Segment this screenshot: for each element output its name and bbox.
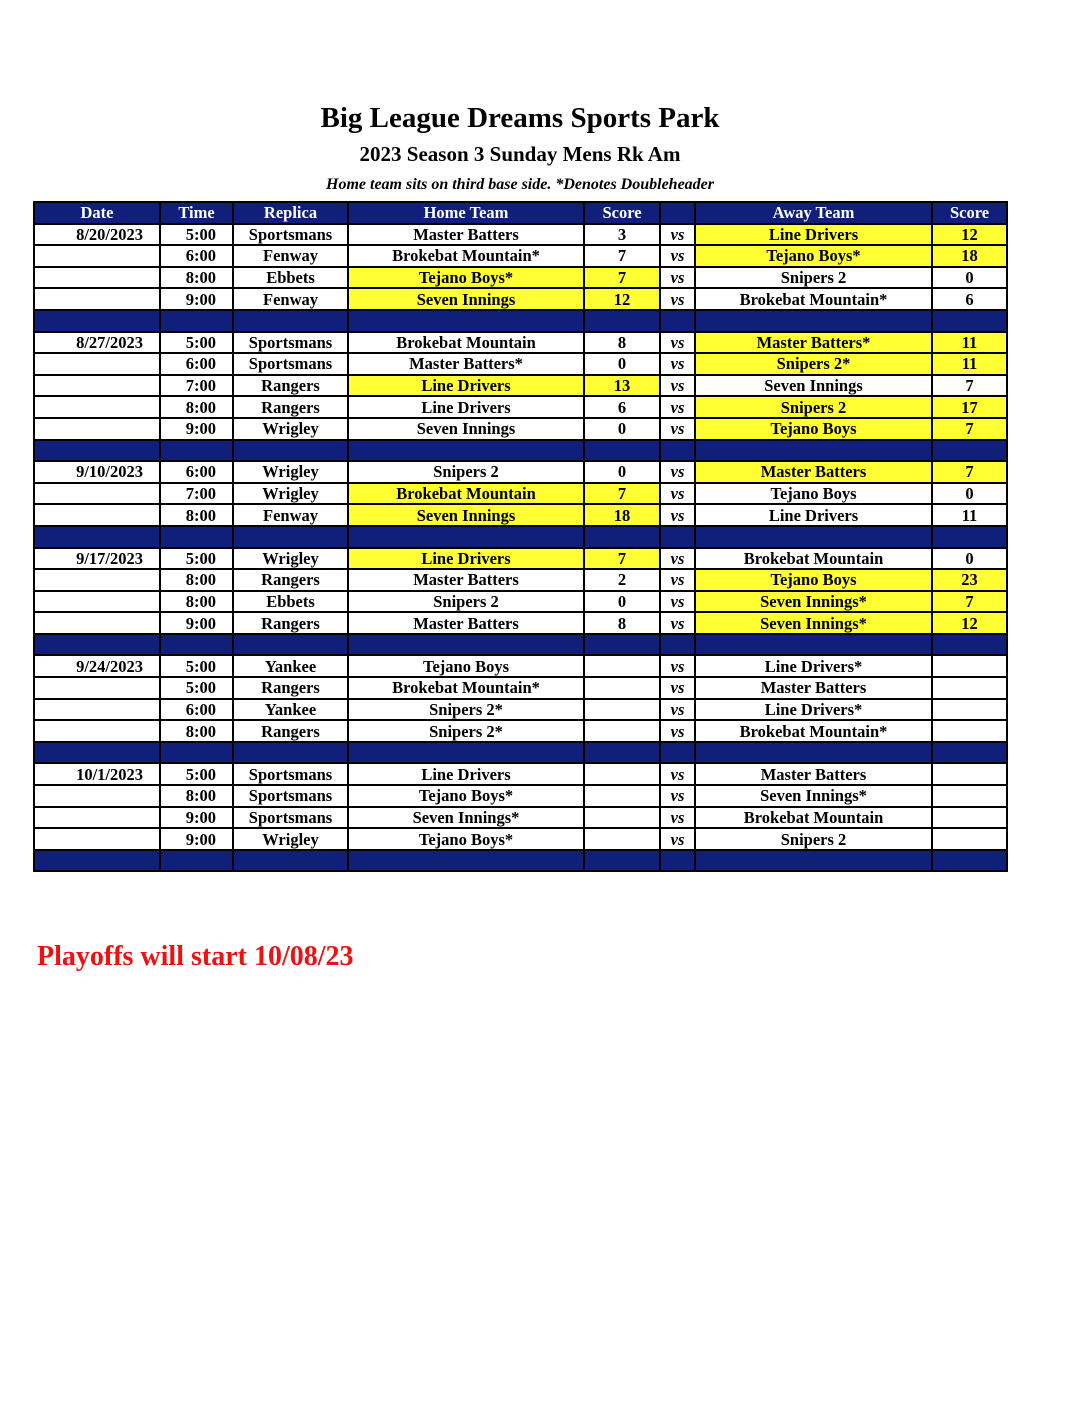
game-date (34, 504, 160, 526)
doubleheader-note: Home team sits on third base side. *Denotes Doubleheader (326, 176, 714, 193)
game-date (34, 288, 160, 310)
away-score: 12 (932, 612, 1007, 634)
game-row (34, 504, 1007, 526)
game-date: 8/20/2023 (34, 224, 160, 246)
vs-label: vs (660, 353, 695, 375)
away-score: 17 (932, 396, 1007, 418)
separator-cell (233, 850, 348, 872)
vs-label: vs (660, 332, 695, 354)
separator-cell (160, 634, 233, 656)
game-replica-field: Rangers (233, 677, 348, 699)
week-separator-row (34, 850, 1007, 872)
game-row (34, 267, 1007, 289)
column-header-home-team: Home Team (348, 202, 584, 224)
away-score: 6 (932, 288, 1007, 310)
game-row (34, 375, 1007, 397)
away-score: 12 (932, 224, 1007, 246)
home-team: Line Drivers (348, 548, 584, 570)
home-score: 0 (584, 353, 660, 375)
separator-cell (660, 634, 695, 656)
game-date (34, 785, 160, 807)
game-row (34, 548, 1007, 570)
home-score: 18 (584, 504, 660, 526)
home-score (584, 807, 660, 829)
game-time: 6:00 (160, 353, 233, 375)
page-title: Big League Dreams Sports Park (320, 102, 720, 134)
separator-cell (932, 526, 1007, 548)
away-team: Tejano Boys (695, 483, 932, 505)
game-time: 9:00 (160, 418, 233, 440)
away-team: Line Drivers* (695, 655, 932, 677)
away-team: Snipers 2 (695, 267, 932, 289)
game-row (34, 720, 1007, 742)
home-score: 2 (584, 569, 660, 591)
week-separator-row (34, 634, 1007, 656)
game-replica-field: Fenway (233, 288, 348, 310)
separator-cell (233, 440, 348, 462)
home-score: 0 (584, 418, 660, 440)
vs-label: vs (660, 720, 695, 742)
away-team: Brokebat Mountain (695, 548, 932, 570)
game-replica-field: Wrigley (233, 548, 348, 570)
separator-cell (584, 850, 660, 872)
away-score: 7 (932, 418, 1007, 440)
game-date (34, 828, 160, 850)
game-time: 8:00 (160, 267, 233, 289)
game-time: 8:00 (160, 396, 233, 418)
home-score (584, 720, 660, 742)
game-row (34, 396, 1007, 418)
game-replica-field: Rangers (233, 375, 348, 397)
column-header-home-score: Score (584, 202, 660, 224)
separator-cell (584, 310, 660, 332)
away-score (932, 785, 1007, 807)
vs-label: vs (660, 655, 695, 677)
game-replica-field: Sportsmans (233, 807, 348, 829)
game-row (34, 461, 1007, 483)
vs-label: vs (660, 483, 695, 505)
schedule-table (33, 201, 1008, 872)
home-score: 8 (584, 612, 660, 634)
game-row (34, 288, 1007, 310)
home-team: Master Batters* (348, 353, 584, 375)
separator-cell (348, 310, 584, 332)
game-time: 6:00 (160, 245, 233, 267)
game-date (34, 612, 160, 634)
page-subtitle: 2023 Season 3 Sunday Mens Rk Am (359, 142, 681, 166)
separator-cell (160, 440, 233, 462)
vs-label: vs (660, 267, 695, 289)
header-row (34, 202, 1007, 224)
separator-cell (34, 634, 160, 656)
away-team: Master Batters (695, 677, 932, 699)
column-header-away-team: Away Team (695, 202, 932, 224)
game-date (34, 591, 160, 613)
separator-cell (34, 310, 160, 332)
home-score: 6 (584, 396, 660, 418)
game-time: 5:00 (160, 655, 233, 677)
game-replica-field: Ebbets (233, 591, 348, 613)
home-score (584, 699, 660, 721)
home-score: 12 (584, 288, 660, 310)
vs-label: vs (660, 461, 695, 483)
home-score: 3 (584, 224, 660, 246)
game-replica-field: Sportsmans (233, 332, 348, 354)
game-date (34, 807, 160, 829)
week-separator-row (34, 742, 1007, 764)
vs-label: vs (660, 288, 695, 310)
game-time: 8:00 (160, 504, 233, 526)
vs-label: vs (660, 591, 695, 613)
away-score: 0 (932, 267, 1007, 289)
game-replica-field: Fenway (233, 245, 348, 267)
home-score (584, 655, 660, 677)
game-time: 8:00 (160, 785, 233, 807)
week-separator-row (34, 440, 1007, 462)
game-time: 9:00 (160, 612, 233, 634)
game-time: 5:00 (160, 763, 233, 785)
game-replica-field: Rangers (233, 569, 348, 591)
game-time: 9:00 (160, 828, 233, 850)
vs-label: vs (660, 375, 695, 397)
game-replica-field: Rangers (233, 612, 348, 634)
game-replica-field: Sportsmans (233, 785, 348, 807)
game-time: 9:00 (160, 807, 233, 829)
away-score: 23 (932, 569, 1007, 591)
vs-label: vs (660, 396, 695, 418)
separator-cell (160, 310, 233, 332)
vs-label: vs (660, 569, 695, 591)
home-team: Seven Innings (348, 288, 584, 310)
game-time: 6:00 (160, 461, 233, 483)
separator-cell (160, 742, 233, 764)
week-separator-row (34, 310, 1007, 332)
game-row (34, 677, 1007, 699)
game-row (34, 591, 1007, 613)
vs-label: vs (660, 785, 695, 807)
home-score (584, 785, 660, 807)
separator-cell (34, 526, 160, 548)
home-score: 7 (584, 548, 660, 570)
separator-cell (660, 526, 695, 548)
separator-cell (660, 742, 695, 764)
away-team: Tejano Boys (695, 418, 932, 440)
game-row (34, 655, 1007, 677)
game-date (34, 245, 160, 267)
game-date (34, 267, 160, 289)
away-score (932, 807, 1007, 829)
away-team: Line Drivers (695, 224, 932, 246)
away-score: 11 (932, 332, 1007, 354)
week-separator-row (34, 526, 1007, 548)
vs-label: vs (660, 612, 695, 634)
home-team: Seven Innings (348, 504, 584, 526)
column-header-date: Date (34, 202, 160, 224)
separator-cell (348, 742, 584, 764)
game-replica-field: Wrigley (233, 483, 348, 505)
home-team: Master Batters (348, 612, 584, 634)
away-score: 11 (932, 353, 1007, 375)
home-team: Brokebat Mountain (348, 483, 584, 505)
game-time: 8:00 (160, 591, 233, 613)
vs-label: vs (660, 245, 695, 267)
column-header-vs (660, 202, 695, 224)
separator-cell (348, 634, 584, 656)
away-team: Tejano Boys (695, 569, 932, 591)
vs-label: vs (660, 224, 695, 246)
away-team: Snipers 2 (695, 828, 932, 850)
column-header-replica: Replica (233, 202, 348, 224)
vs-label: vs (660, 763, 695, 785)
away-team: Snipers 2 (695, 396, 932, 418)
game-row (34, 807, 1007, 829)
game-date: 9/10/2023 (34, 461, 160, 483)
home-team: Snipers 2* (348, 699, 584, 721)
game-row (34, 353, 1007, 375)
game-row (34, 569, 1007, 591)
away-team: Brokebat Mountain* (695, 288, 932, 310)
vs-label: vs (660, 677, 695, 699)
game-date (34, 699, 160, 721)
home-score: 7 (584, 483, 660, 505)
game-replica-field: Wrigley (233, 418, 348, 440)
separator-cell (584, 742, 660, 764)
game-replica-field: Sportsmans (233, 353, 348, 375)
away-team: Line Drivers* (695, 699, 932, 721)
separator-cell (584, 440, 660, 462)
separator-cell (695, 634, 932, 656)
home-team: Master Batters (348, 569, 584, 591)
separator-cell (584, 526, 660, 548)
away-score (932, 828, 1007, 850)
game-replica-field: Rangers (233, 396, 348, 418)
home-team: Snipers 2* (348, 720, 584, 742)
game-row (34, 612, 1007, 634)
game-date (34, 418, 160, 440)
away-team: Seven Innings (695, 375, 932, 397)
game-date: 9/17/2023 (34, 548, 160, 570)
game-replica-field: Sportsmans (233, 224, 348, 246)
away-score: 0 (932, 548, 1007, 570)
vs-label: vs (660, 504, 695, 526)
game-time: 9:00 (160, 288, 233, 310)
game-replica-field: Fenway (233, 504, 348, 526)
home-team: Line Drivers (348, 763, 584, 785)
home-score: 7 (584, 245, 660, 267)
game-replica-field: Wrigley (233, 461, 348, 483)
away-score (932, 699, 1007, 721)
away-team: Tejano Boys* (695, 245, 932, 267)
separator-cell (34, 742, 160, 764)
game-row (34, 224, 1007, 246)
game-date: 10/1/2023 (34, 763, 160, 785)
separator-cell (660, 310, 695, 332)
game-replica-field: Yankee (233, 699, 348, 721)
away-team: Master Batters (695, 763, 932, 785)
away-score: 7 (932, 375, 1007, 397)
separator-cell (348, 850, 584, 872)
game-row (34, 332, 1007, 354)
home-score: 0 (584, 461, 660, 483)
vs-label: vs (660, 699, 695, 721)
game-replica-field: Wrigley (233, 828, 348, 850)
separator-cell (34, 440, 160, 462)
separator-cell (932, 742, 1007, 764)
home-score: 13 (584, 375, 660, 397)
separator-cell (233, 634, 348, 656)
home-team: Brokebat Mountain* (348, 677, 584, 699)
home-team: Snipers 2 (348, 591, 584, 613)
game-date (34, 569, 160, 591)
game-row (34, 245, 1007, 267)
game-row (34, 828, 1007, 850)
home-score (584, 677, 660, 699)
home-team: Tejano Boys* (348, 785, 584, 807)
home-team: Tejano Boys* (348, 267, 584, 289)
game-time: 8:00 (160, 569, 233, 591)
game-replica-field: Rangers (233, 720, 348, 742)
game-date (34, 720, 160, 742)
game-time: 5:00 (160, 548, 233, 570)
home-score: 8 (584, 332, 660, 354)
game-date (34, 483, 160, 505)
separator-cell (932, 310, 1007, 332)
column-header-away-score: Score (932, 202, 1007, 224)
away-team: Master Batters* (695, 332, 932, 354)
game-time: 5:00 (160, 224, 233, 246)
game-date: 9/24/2023 (34, 655, 160, 677)
separator-cell (584, 634, 660, 656)
separator-cell (695, 850, 932, 872)
separator-cell (695, 526, 932, 548)
vs-label: vs (660, 548, 695, 570)
game-date (34, 353, 160, 375)
separator-cell (34, 850, 160, 872)
separator-cell (233, 742, 348, 764)
away-team: Brokebat Mountain (695, 807, 932, 829)
away-team: Master Batters (695, 461, 932, 483)
home-score: 7 (584, 267, 660, 289)
away-team: Line Drivers (695, 504, 932, 526)
game-row (34, 699, 1007, 721)
game-date (34, 375, 160, 397)
separator-cell (160, 850, 233, 872)
home-team: Brokebat Mountain* (348, 245, 584, 267)
home-team: Seven Innings (348, 418, 584, 440)
vs-label: vs (660, 807, 695, 829)
separator-cell (348, 440, 584, 462)
game-time: 6:00 (160, 699, 233, 721)
away-score: 0 (932, 483, 1007, 505)
away-score: 7 (932, 461, 1007, 483)
home-team: Master Batters (348, 224, 584, 246)
away-score: 18 (932, 245, 1007, 267)
home-team: Line Drivers (348, 396, 584, 418)
game-row (34, 763, 1007, 785)
separator-cell (932, 440, 1007, 462)
separator-cell (233, 310, 348, 332)
separator-cell (233, 526, 348, 548)
separator-cell (695, 440, 932, 462)
game-replica-field: Sportsmans (233, 763, 348, 785)
game-date: 8/27/2023 (34, 332, 160, 354)
separator-cell (348, 526, 584, 548)
separator-cell (695, 742, 932, 764)
game-time: 7:00 (160, 375, 233, 397)
home-team: Tejano Boys (348, 655, 584, 677)
home-team: Seven Innings* (348, 807, 584, 829)
away-score: 11 (932, 504, 1007, 526)
away-score (932, 763, 1007, 785)
game-time: 5:00 (160, 677, 233, 699)
separator-cell (695, 310, 932, 332)
column-header-time: Time (160, 202, 233, 224)
home-team: Line Drivers (348, 375, 584, 397)
home-team: Tejano Boys* (348, 828, 584, 850)
separator-cell (660, 440, 695, 462)
game-row (34, 483, 1007, 505)
separator-cell (932, 634, 1007, 656)
game-row (34, 418, 1007, 440)
game-time: 7:00 (160, 483, 233, 505)
game-replica-field: Yankee (233, 655, 348, 677)
away-team: Seven Innings* (695, 591, 932, 613)
game-date (34, 396, 160, 418)
away-score: 7 (932, 591, 1007, 613)
game-replica-field: Ebbets (233, 267, 348, 289)
separator-cell (932, 850, 1007, 872)
home-team: Brokebat Mountain (348, 332, 584, 354)
schedule-body (34, 224, 1007, 872)
game-time: 8:00 (160, 720, 233, 742)
away-team: Seven Innings* (695, 785, 932, 807)
game-date (34, 677, 160, 699)
vs-label: vs (660, 418, 695, 440)
away-team: Snipers 2* (695, 353, 932, 375)
separator-cell (160, 526, 233, 548)
game-row (34, 785, 1007, 807)
home-score (584, 763, 660, 785)
separator-cell (660, 850, 695, 872)
away-score (932, 677, 1007, 699)
away-score (932, 655, 1007, 677)
away-team: Seven Innings* (695, 612, 932, 634)
home-score: 0 (584, 591, 660, 613)
away-team: Brokebat Mountain* (695, 720, 932, 742)
vs-label: vs (660, 828, 695, 850)
away-score (932, 720, 1007, 742)
home-team: Snipers 2 (348, 461, 584, 483)
game-time: 5:00 (160, 332, 233, 354)
playoffs-notice: Playoffs will start 10/08/23 (37, 941, 354, 972)
home-score (584, 828, 660, 850)
